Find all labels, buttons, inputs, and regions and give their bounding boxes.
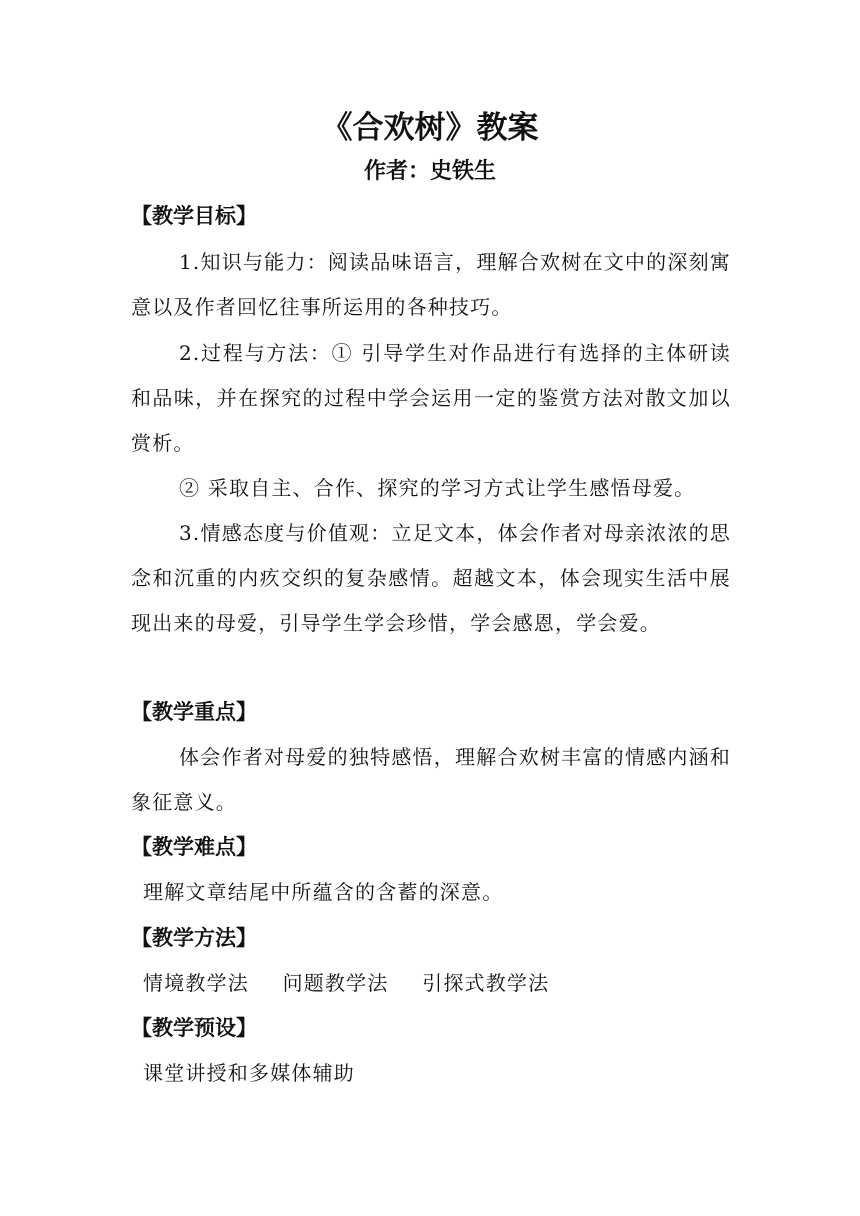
method-item: 引探式教学法 xyxy=(422,971,550,995)
goal-item-2b: ② 采取自主、合作、探究的学习方式让学生感悟母爱。 xyxy=(179,476,696,500)
key-points-text: 体会作者对母爱的独特感悟，理解合欢树丰富的情感内涵和象征意义。 xyxy=(131,745,731,814)
section-heading-key-points: 【教学重点】 xyxy=(131,700,257,724)
difficulties-text: 理解文章结尾中所蕴含的含蓄的深意。 xyxy=(143,880,504,904)
goal-item-3: 3.情感态度与价值观：立足文本，体会作者对母亲浓浓的思念和沉重的内疚交织的复杂感情。超越文本，体会现实生活中展现出来的母爱，引导学生学会珍惜，学会感恩，学会爱。 xyxy=(131,521,731,635)
method-item: 问题教学法 xyxy=(282,971,389,995)
methods-list xyxy=(143,968,575,998)
author-line: 作者：史铁生 xyxy=(363,159,496,184)
section-heading-difficulties: 【教学难点】 xyxy=(131,835,257,859)
section-heading-methods: 【教学方法】 xyxy=(131,926,257,950)
goal-item-2: 2.过程与方法：① 引导学生对作品进行有选择的主体研读和品味，并在探究的过程中学会运用一定的鉴赏方法对散文加以赏析。 xyxy=(131,341,731,455)
section-heading-presets: 【教学预设】 xyxy=(131,1016,257,1040)
goal-item-1: 1.知识与能力：阅读品味语言，理解合欢树在文中的深刻寓意以及作者回忆往事所运用的各种技巧。 xyxy=(131,250,731,319)
document-title: 《合欢树》教案 xyxy=(321,110,539,146)
presets-text: 课堂讲授和多媒体辅助 xyxy=(143,1061,355,1085)
method-item: 情境教学法 xyxy=(143,971,249,995)
section-heading-goals: 【教学目标】 xyxy=(131,204,257,228)
